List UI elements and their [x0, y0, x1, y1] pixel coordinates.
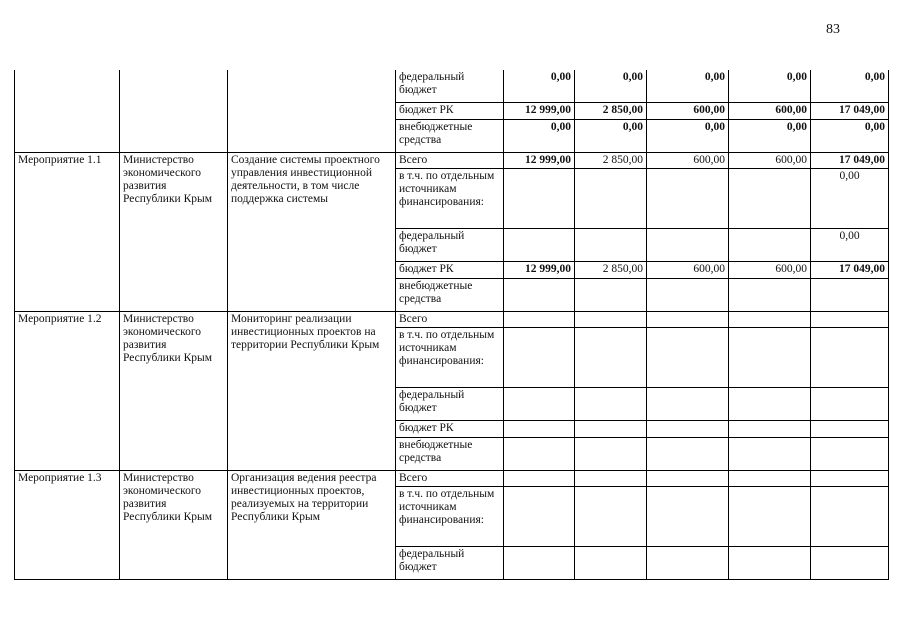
table-row — [15, 152, 889, 168]
value-cell: 12 999,00 — [504, 261, 575, 278]
source-label-federal: федеральный бюджет — [396, 228, 504, 261]
value-cell: 600,00 — [647, 261, 729, 278]
value-cell: 0,00 — [811, 228, 889, 261]
value-cell: 2 850,00 — [575, 102, 647, 119]
source-label-total: Всего — [396, 311, 504, 327]
value-cell: 12 999,00 — [504, 102, 575, 119]
measure-executor: Министерство экономического развития Республики Крым — [120, 311, 228, 470]
value-cell: 600,00 — [729, 102, 811, 119]
table-row — [15, 470, 889, 486]
source-label-federal: федеральный бюджет — [396, 546, 504, 579]
value-cell: 0,00 — [811, 168, 889, 228]
page-number: 83 — [826, 22, 840, 37]
value-cell: 0,00 — [504, 70, 575, 102]
value-cell: 600,00 — [729, 152, 811, 168]
measure-name: Мероприятие 1.2 — [15, 311, 120, 470]
budget-table — [14, 70, 889, 580]
value-cell: 0,00 — [575, 119, 647, 152]
source-label-rk: бюджет РК — [396, 102, 504, 119]
source-label-federal: федеральный бюджет — [396, 387, 504, 420]
value-cell: 0,00 — [575, 70, 647, 102]
value-cell: 17 049,00 — [811, 152, 889, 168]
measure-description: Организация ведения реестра инвестиционных проектов, реализуемых на территории Республики Крым — [228, 470, 396, 579]
value-cell: 0,00 — [647, 119, 729, 152]
measure-name: Мероприятие 1.1 — [15, 152, 120, 311]
source-label-total: Всего — [396, 470, 504, 486]
value-cell: 600,00 — [647, 152, 729, 168]
value-cell: 0,00 — [647, 70, 729, 102]
value-cell: 0,00 — [811, 119, 889, 152]
measure-executor: Министерство экономического развития Республики Крым — [120, 152, 228, 311]
measure-name: Мероприятие 1.3 — [15, 470, 120, 579]
source-label-federal: федеральный бюджет — [396, 70, 504, 102]
value-cell: 12 999,00 — [504, 152, 575, 168]
value-cell: 0,00 — [729, 119, 811, 152]
source-label-offbudget: внебюджетные средства — [396, 119, 504, 152]
measure-description: Мониторинг реализации инвестиционных проектов на территории Республики Крым — [228, 311, 396, 470]
table-row — [15, 311, 889, 327]
value-cell: 17 049,00 — [811, 102, 889, 119]
source-label-incl: в т.ч. по отдельным источникам финансирования: — [396, 168, 504, 228]
value-cell: 600,00 — [729, 261, 811, 278]
source-label-total: Всего — [396, 152, 504, 168]
value-cell: 600,00 — [647, 102, 729, 119]
source-label-incl: в т.ч. по отдельным источникам финансирования: — [396, 327, 504, 387]
measure-description: Создание системы проектного управления инвестиционной деятельности, в том числе поддержка системы — [228, 152, 396, 311]
value-cell: 0,00 — [729, 70, 811, 102]
source-label-rk: бюджет РК — [396, 261, 504, 278]
value-cell: 0,00 — [504, 119, 575, 152]
value-cell: 17 049,00 — [811, 261, 889, 278]
source-label-offbudget: внебюджетные средства — [396, 437, 504, 470]
value-cell: 2 850,00 — [575, 152, 647, 168]
table-row — [15, 70, 889, 102]
source-label-incl: в т.ч. по отдельным источникам финансирования: — [396, 486, 504, 546]
value-cell: 2 850,00 — [575, 261, 647, 278]
value-cell: 0,00 — [811, 70, 889, 102]
measure-executor: Министерство экономического развития Республики Крым — [120, 470, 228, 579]
source-label-rk: бюджет РК — [396, 420, 504, 437]
source-label-offbudget: внебюджетные средства — [396, 278, 504, 311]
